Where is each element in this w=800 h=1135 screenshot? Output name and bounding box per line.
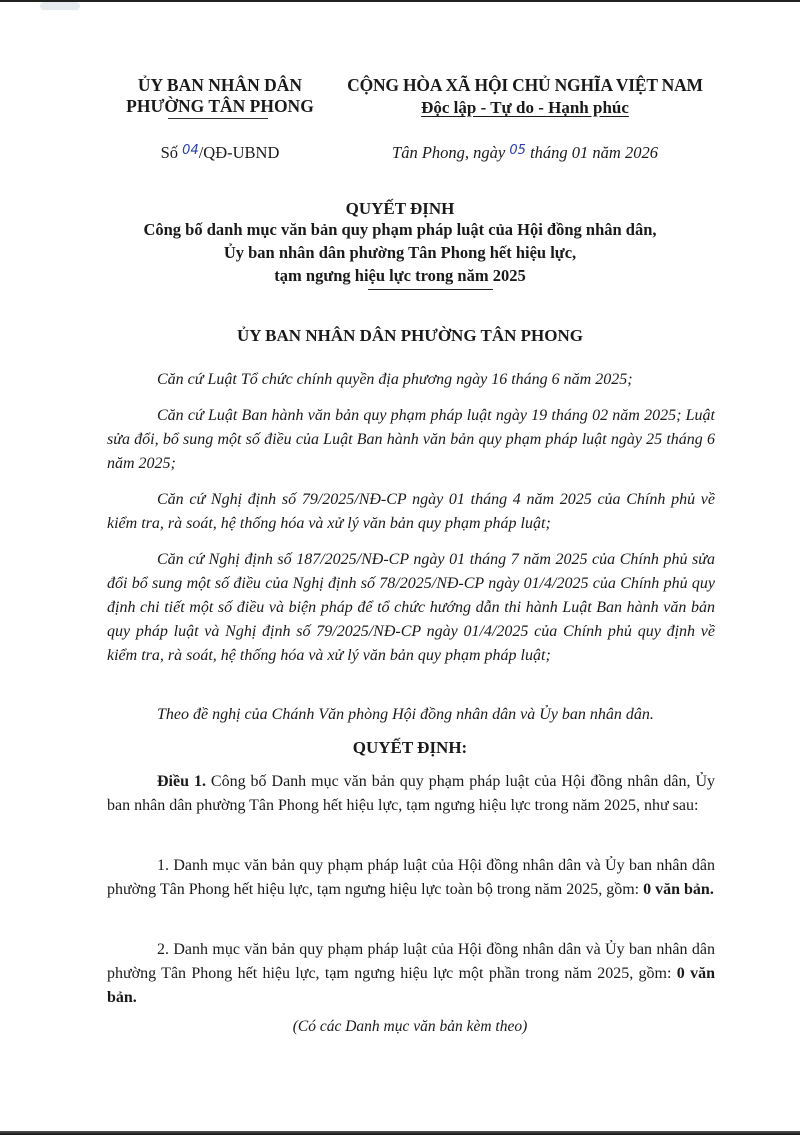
date-suffix: tháng 01 năm 2026 (525, 143, 658, 162)
date-day-handwritten: 05 (509, 143, 526, 158)
motto-text: Độc lập - Tự do - Hạnh phúc (421, 98, 629, 117)
doc-no-prefix: Số (160, 143, 183, 162)
item-2-text: 2. Danh mục văn bản quy phạm pháp luật của Hội đồng nhân dân và Ủy ban nhân dân phường Tân Phong hết hiệu lực, tạm ngưng hiệu lực một phần trong năm 2025, gồm: (107, 941, 715, 982)
article-1-label: Điều 1. (157, 773, 206, 790)
preamble-basis-2: Căn cứ Luật Ban hành văn bản quy phạm pháp luật ngày 19 tháng 02 năm 2025; Luật sửa đổi, bổ sung một số điều của Luật Ban hành văn bản quy phạm pháp luật ngày 25 tháng 6 năm 2025; (107, 407, 715, 472)
scan-edge-bottom (0, 1131, 800, 1135)
national-title: CỘNG HÒA XÃ HỘI CHỦ NGHĨA VIỆT NAM (347, 75, 703, 95)
preamble-basis-1: Căn cứ Luật Tổ chức chính quyền địa phương ngày 16 tháng 6 năm 2025; (157, 371, 633, 388)
document-subject-line2: Ủy ban nhân dân phường Tân Phong hết hiệu lực, (223, 243, 577, 262)
preamble-basis-4: Căn cứ Nghị định số 187/2025/NĐ-CP ngày 01 tháng 7 năm 2025 của Chính phủ sửa đổi bổ sung một số điều của Nghị định số 78/2025/NĐ-CP ngày 01/4/2025 của Chính phủ quy định chi tiết một số điều và biện pháp để tổ chức hướng dẫn thi hành Luật Ban hành văn bản quy pháp luật và Nghị định số 79/2025/NĐ-CP ngày 01/4/2025 của Chính phủ quy định về kiểm tra, rà soát, hệ thống hóa và xử lý văn bản quy phạm pháp luật; (107, 551, 715, 664)
doc-no-suffix: /QĐ-UBND (198, 143, 280, 162)
article-1 (107, 770, 715, 818)
issuing-authority: ỦY BAN NHÂN DÂN PHƯỜNG TÂN PHONG (237, 326, 583, 345)
doc-no-handwritten: 04 (182, 143, 199, 158)
org-underline (168, 118, 268, 119)
scan-edge-top (0, 0, 800, 2)
issuing-org-line2: PHƯỜNG TÂN PHONG (126, 96, 314, 116)
scan-smudge (40, 2, 80, 10)
item-2-count: 0 văn bản. (107, 965, 716, 1006)
document-subject-line1: Công bố danh mục văn bản quy phạm pháp luật của Hội đồng nhân dân, (143, 220, 657, 239)
item-1-text: 1. Danh mục văn bản quy phạm pháp luật của Hội đồng nhân dân và Ủy ban nhân dân phường Tân Phong hết hiệu lực, tạm ngưng hiệu lực toàn bộ trong năm 2025, gồm: (107, 857, 715, 898)
article-1-item-1 (107, 854, 715, 902)
document-number (100, 143, 340, 163)
date-prefix: Tân Phong, ngày (392, 143, 510, 162)
place-and-date (345, 143, 705, 163)
item-1-count: 0 văn bản. (643, 881, 714, 898)
decision-heading: QUYẾT ĐỊNH: (352, 738, 468, 757)
preamble-proposal: Theo đề nghị của Chánh Văn phòng Hội đồng nhân dân và Ủy ban nhân dân. (157, 706, 654, 723)
document-type-heading: QUYẾT ĐỊNH (345, 199, 455, 218)
attachment-note: (Có các Danh mục văn bản kèm theo) (292, 1018, 528, 1035)
article-1-text: Công bố Danh mục văn bản quy phạm pháp luật của Hội đồng nhân dân, Ủy ban nhân dân phường Tân Phong hết hiệu lực, tạm ngưng hiệu lực trong năm 2025, như sau: (107, 773, 716, 814)
article-1-item-2 (107, 938, 715, 1010)
national-motto (345, 98, 705, 118)
subject-underline (368, 289, 493, 290)
preamble-basis-3: Căn cứ Nghị định số 79/2025/NĐ-CP ngày 01 tháng 4 năm 2025 của Chính phủ về kiểm tra, rà soát, hệ thống hóa và xử lý văn bản quy phạm pháp luật; (107, 491, 715, 532)
document-subject-line3: tạm ngưng hiệu lực trong năm 2025 (274, 266, 526, 285)
issuing-org-line1: ỦY BAN NHÂN DÂN (137, 75, 303, 95)
